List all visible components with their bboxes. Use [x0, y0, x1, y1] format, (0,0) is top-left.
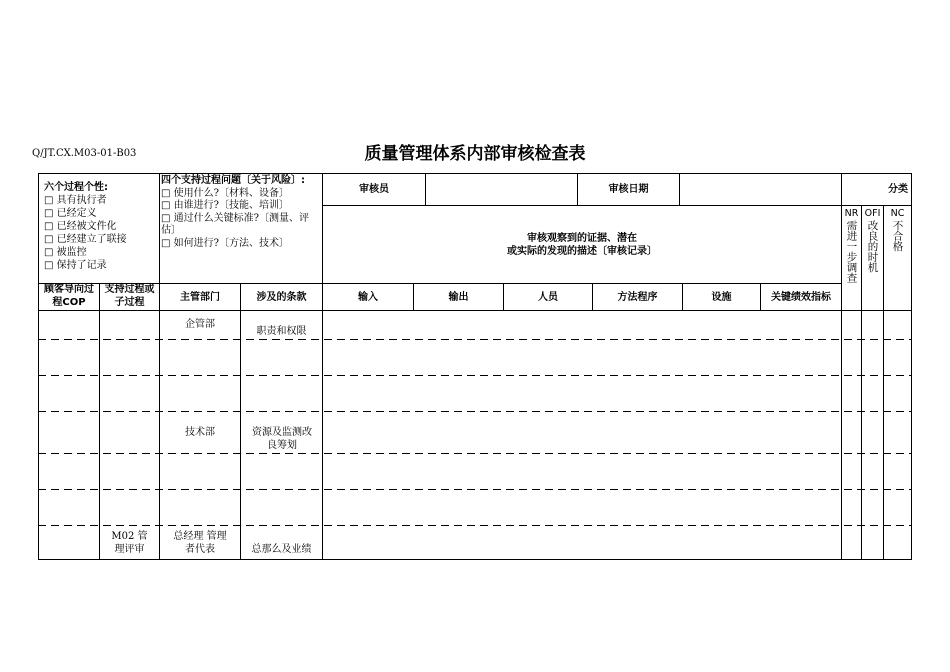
- audit-date-field[interactable]: [680, 174, 841, 205]
- document-code: Q/JT.CX.M03-01-B03: [32, 148, 137, 159]
- six-process-item: □ 已经被文件化: [44, 221, 117, 232]
- col-header-facility: 设施: [711, 292, 732, 303]
- nc-column: [884, 207, 911, 252]
- col-header-output: 输出: [448, 292, 469, 303]
- col-header-people: 人员: [538, 292, 558, 303]
- ofi-column: [862, 207, 883, 273]
- six-process-item: □ 已经定义: [44, 208, 97, 219]
- four-support-heading: 四个支持过程问题〔关于风险〕:: [161, 175, 305, 186]
- nc-desc: 不合格: [891, 220, 904, 252]
- col-header-input: 输入: [358, 292, 378, 303]
- six-process-item: □ 保持了记录: [44, 260, 107, 271]
- col-header-kpi: 关键绩效指标: [771, 292, 831, 303]
- six-process-item: □ 被监控: [44, 247, 87, 258]
- auditor-label: 审核员: [359, 184, 389, 195]
- row-7-clause: 总那么及业绩: [251, 544, 312, 555]
- page-title: 质量管理体系内部审核检查表: [364, 144, 586, 164]
- row-7-dept: 总经理 管理者代表: [173, 531, 227, 555]
- six-process-item: □ 已经建立了联接: [44, 234, 127, 245]
- four-support-item: □ 使用什么?〔材料、设备〕: [161, 187, 290, 199]
- nc-code: NC: [890, 208, 905, 219]
- six-process-item: □ 具有执行者: [44, 195, 107, 206]
- col-header-method: 方法程序: [617, 292, 658, 303]
- four-support-box: [161, 175, 321, 251]
- col-header-dept: 主管部门: [180, 292, 220, 303]
- row-4-clause: 资源及监测改良筹划: [252, 427, 312, 451]
- ofi-code: OFI: [864, 208, 881, 219]
- evidence-description-label: 审核观察到的证据、潜在 或实际的发现的描述〔审核记录〕: [507, 233, 657, 257]
- nr-column: [842, 207, 861, 283]
- ofi-desc: 改良的时机: [866, 220, 879, 273]
- four-support-item: □ 通过什么关键标准?〔测量、评估〕: [161, 212, 310, 237]
- col-header-cop: 顾客导向过程COP: [44, 284, 94, 308]
- row-1-clause: 职责和权限: [256, 326, 307, 337]
- col-header-support: 支持过程或子过程: [104, 284, 155, 308]
- six-process-heading: 六个过程个性:: [44, 182, 108, 193]
- four-support-item: □ 如何进行?〔方法、技术〕: [161, 237, 290, 249]
- row-7-support: M02 管理评审: [111, 531, 148, 555]
- col-header-clause: 涉及的条款: [256, 292, 307, 303]
- nr-code: NR: [844, 208, 859, 219]
- row-1-dept: 企管部: [185, 319, 215, 330]
- row-4-dept: 技术部: [185, 427, 215, 438]
- six-process-box: [44, 181, 158, 272]
- audit-date-label: 审核日期: [608, 184, 649, 195]
- four-support-item: □ 由谁进行?〔技能、培训〕: [161, 200, 290, 212]
- nr-desc: 需进一步调查: [845, 220, 858, 283]
- category-label: 分类: [888, 184, 908, 195]
- auditor-field[interactable]: [426, 174, 577, 205]
